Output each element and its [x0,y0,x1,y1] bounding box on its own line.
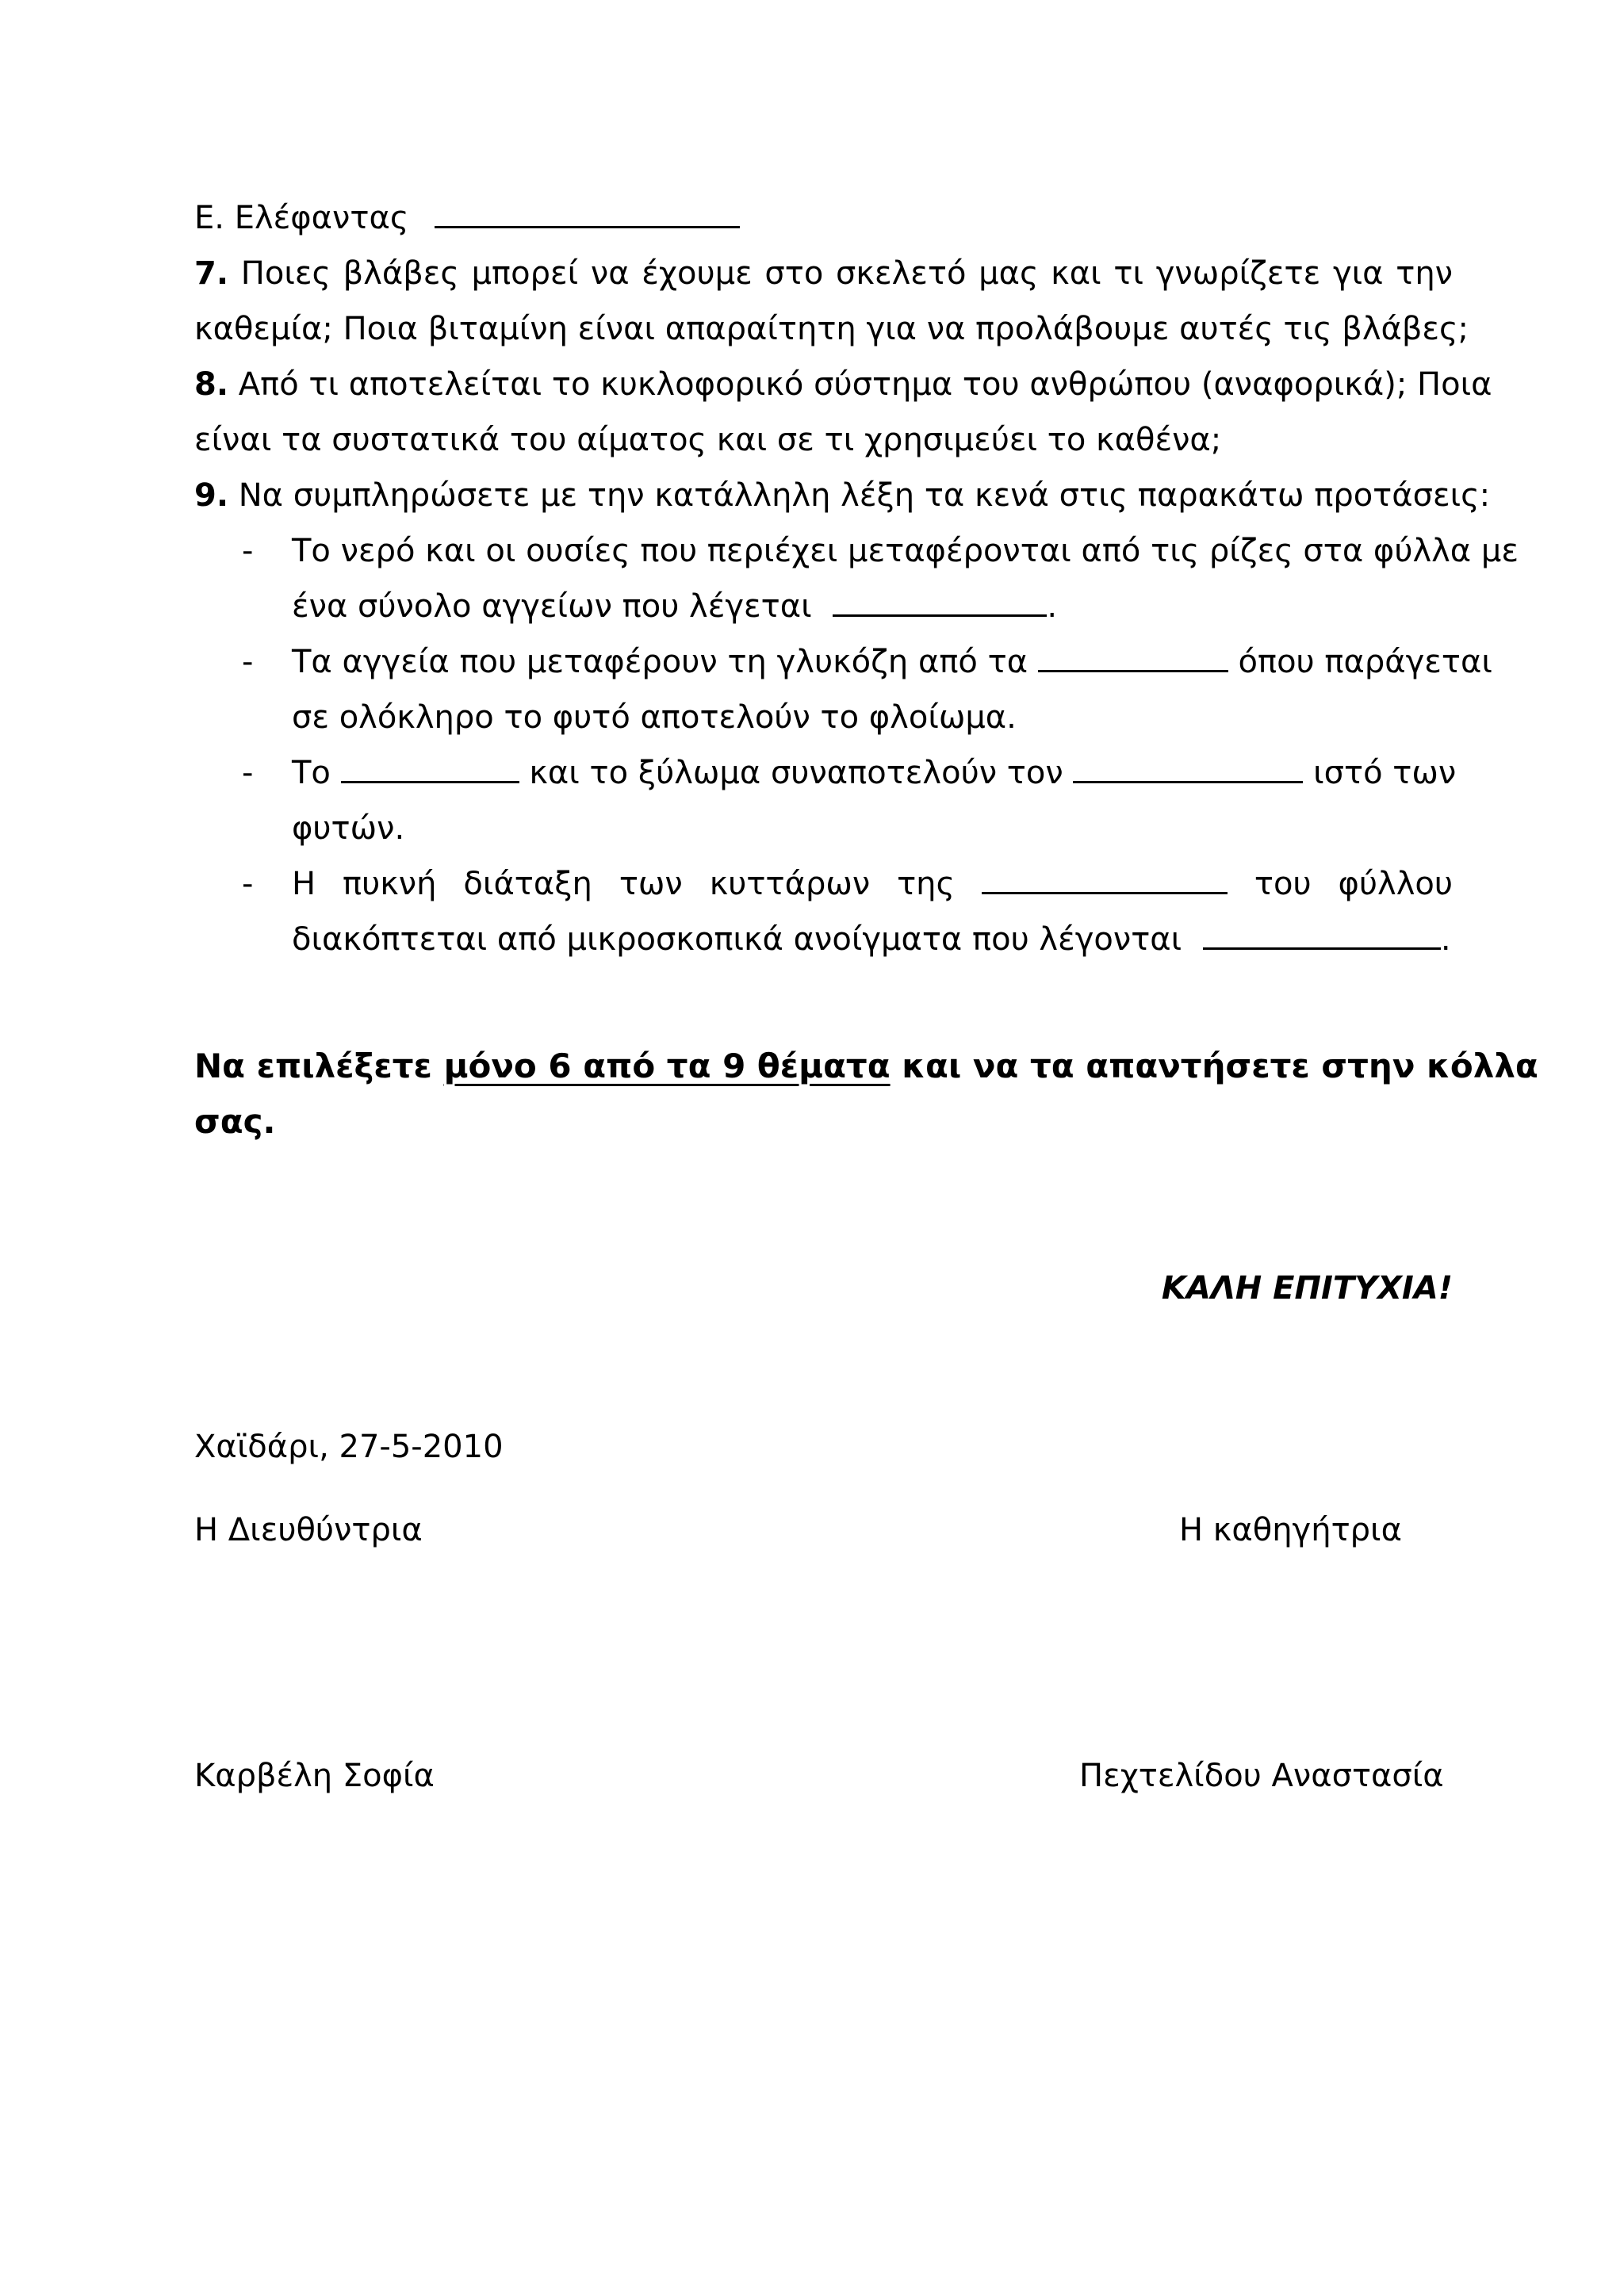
q8-number: 8. [194,366,229,403]
answer-blank [1038,635,1228,672]
signature-left-title: Η Διευθύντρια [194,1512,423,1548]
q9-s1-line1 [292,523,1519,579]
q7-text-line1: Ποιες βλάβες μπορεί να έχουμε στο σκελετό μας και τι γνωρίζετε για την [240,255,1454,292]
q9-s4-text2: του φύλλου [1254,866,1454,902]
instruction-part2: και να τα απαντήσετε στην κόλλα [902,1047,1538,1085]
q9-s3-text3: ιστό των [1313,755,1457,791]
signature-left-name: Καρβέλη Σοφία [194,1758,435,1794]
q9-s1-end: . [1047,588,1058,625]
list-dash: - [242,755,254,791]
q7-line1 [194,246,1453,301]
q9-s1-line2 [292,579,1453,634]
q9-s4-text1a: Η πυκνή διάταξη των κυττάρων της [292,866,956,902]
q9-s3-line1 [292,745,1457,801]
answer-blank [833,580,1047,617]
q7-number: 7. [194,255,229,292]
q9-s2-line1 [292,634,1492,690]
q9-s4-line2 [292,912,1453,967]
q9-intro [194,468,1491,523]
signature-right-name: Πεχτελίδου Αναστασία [1079,1758,1444,1794]
list-dash: - [242,866,254,902]
answer-blank [341,746,519,783]
q9-s3-line2 [292,801,1453,856]
q6-item-e-label: Ε. Ελέφαντας [194,200,409,236]
q7-text-line2: καθεμία; Ποια βιταμίνη είναι απαραίτητη για να προλάβουμε αυτές τις βλάβες; [194,311,1469,347]
q9-s2-text3: σε ολόκληρο το φυτό αποτελούν το φλοίωμα. [292,699,1017,736]
q9-s4-end: . [1440,921,1451,958]
q9-s4-text3: διακόπτεται από μικροσκοπικά ανοίγματα που λέγονται [292,921,1182,958]
q9-s4-line1 [292,856,1453,912]
q9-s3-text2: και το ξύλωμα συναποτελούν τον [529,755,1063,791]
answer-blank [982,857,1228,894]
q8-line2 [194,412,1453,468]
q9-s2-text1: Τα αγγεία που μεταφέρουν τη γλυκόζη από τα [292,644,1028,680]
answer-blank [1203,913,1441,950]
q6-item-e [194,190,1453,246]
q8-text-line1: Από τι αποτελείται το κυκλοφορικό σύστημα του ανθρώπου (αναφορικά); Ποια [238,366,1492,403]
answer-blank [435,191,740,228]
instruction-line2-text: σας. [194,1102,276,1141]
good-luck-closing: ΚΑΛΗ ΕΠΙΤΥΧΙΑ! [1161,1270,1453,1307]
q9-s1-text2: ένα σύνολο αγγείων που λέγεται [292,588,812,625]
q9-s3-text1: Το [292,755,331,791]
q7-line2 [194,301,1469,357]
q9-number: 9. [194,477,229,514]
answer-blank [1073,746,1303,783]
q9-s1-text1: Το νερό και οι ουσίες που περιέχει μεταφέρονται από τις ρίζες στα φύλλα με [292,533,1519,569]
signature-right-title: Η καθηγήτρια [1179,1512,1402,1548]
list-dash: - [242,644,254,680]
q9-s3-text4: φυτών. [292,810,405,847]
place-date: Χαϊδάρι, 27-5-2010 [194,1429,504,1465]
q9-s2-line2 [292,690,1453,745]
q9-s2-text2: όπου παράγεται [1238,644,1492,680]
instruction-underlined: μόνο 6 από τα 9 θέματα [443,1047,891,1085]
q8-text-line2: είναι τα συστατικά του αίματος και σε τι χρησιμεύει το καθένα; [194,422,1222,458]
list-dash: - [242,533,254,569]
instruction-line1 [194,1039,1538,1094]
instruction-line2 [194,1094,1453,1150]
q9-intro-text: Να συμπληρώσετε με την κατάλληλη λέξη τα κενά στις παρακάτω προτάσεις: [238,477,1491,514]
q8-line1 [194,357,1492,412]
instruction-part1: Να επιλέξετε [194,1047,432,1085]
